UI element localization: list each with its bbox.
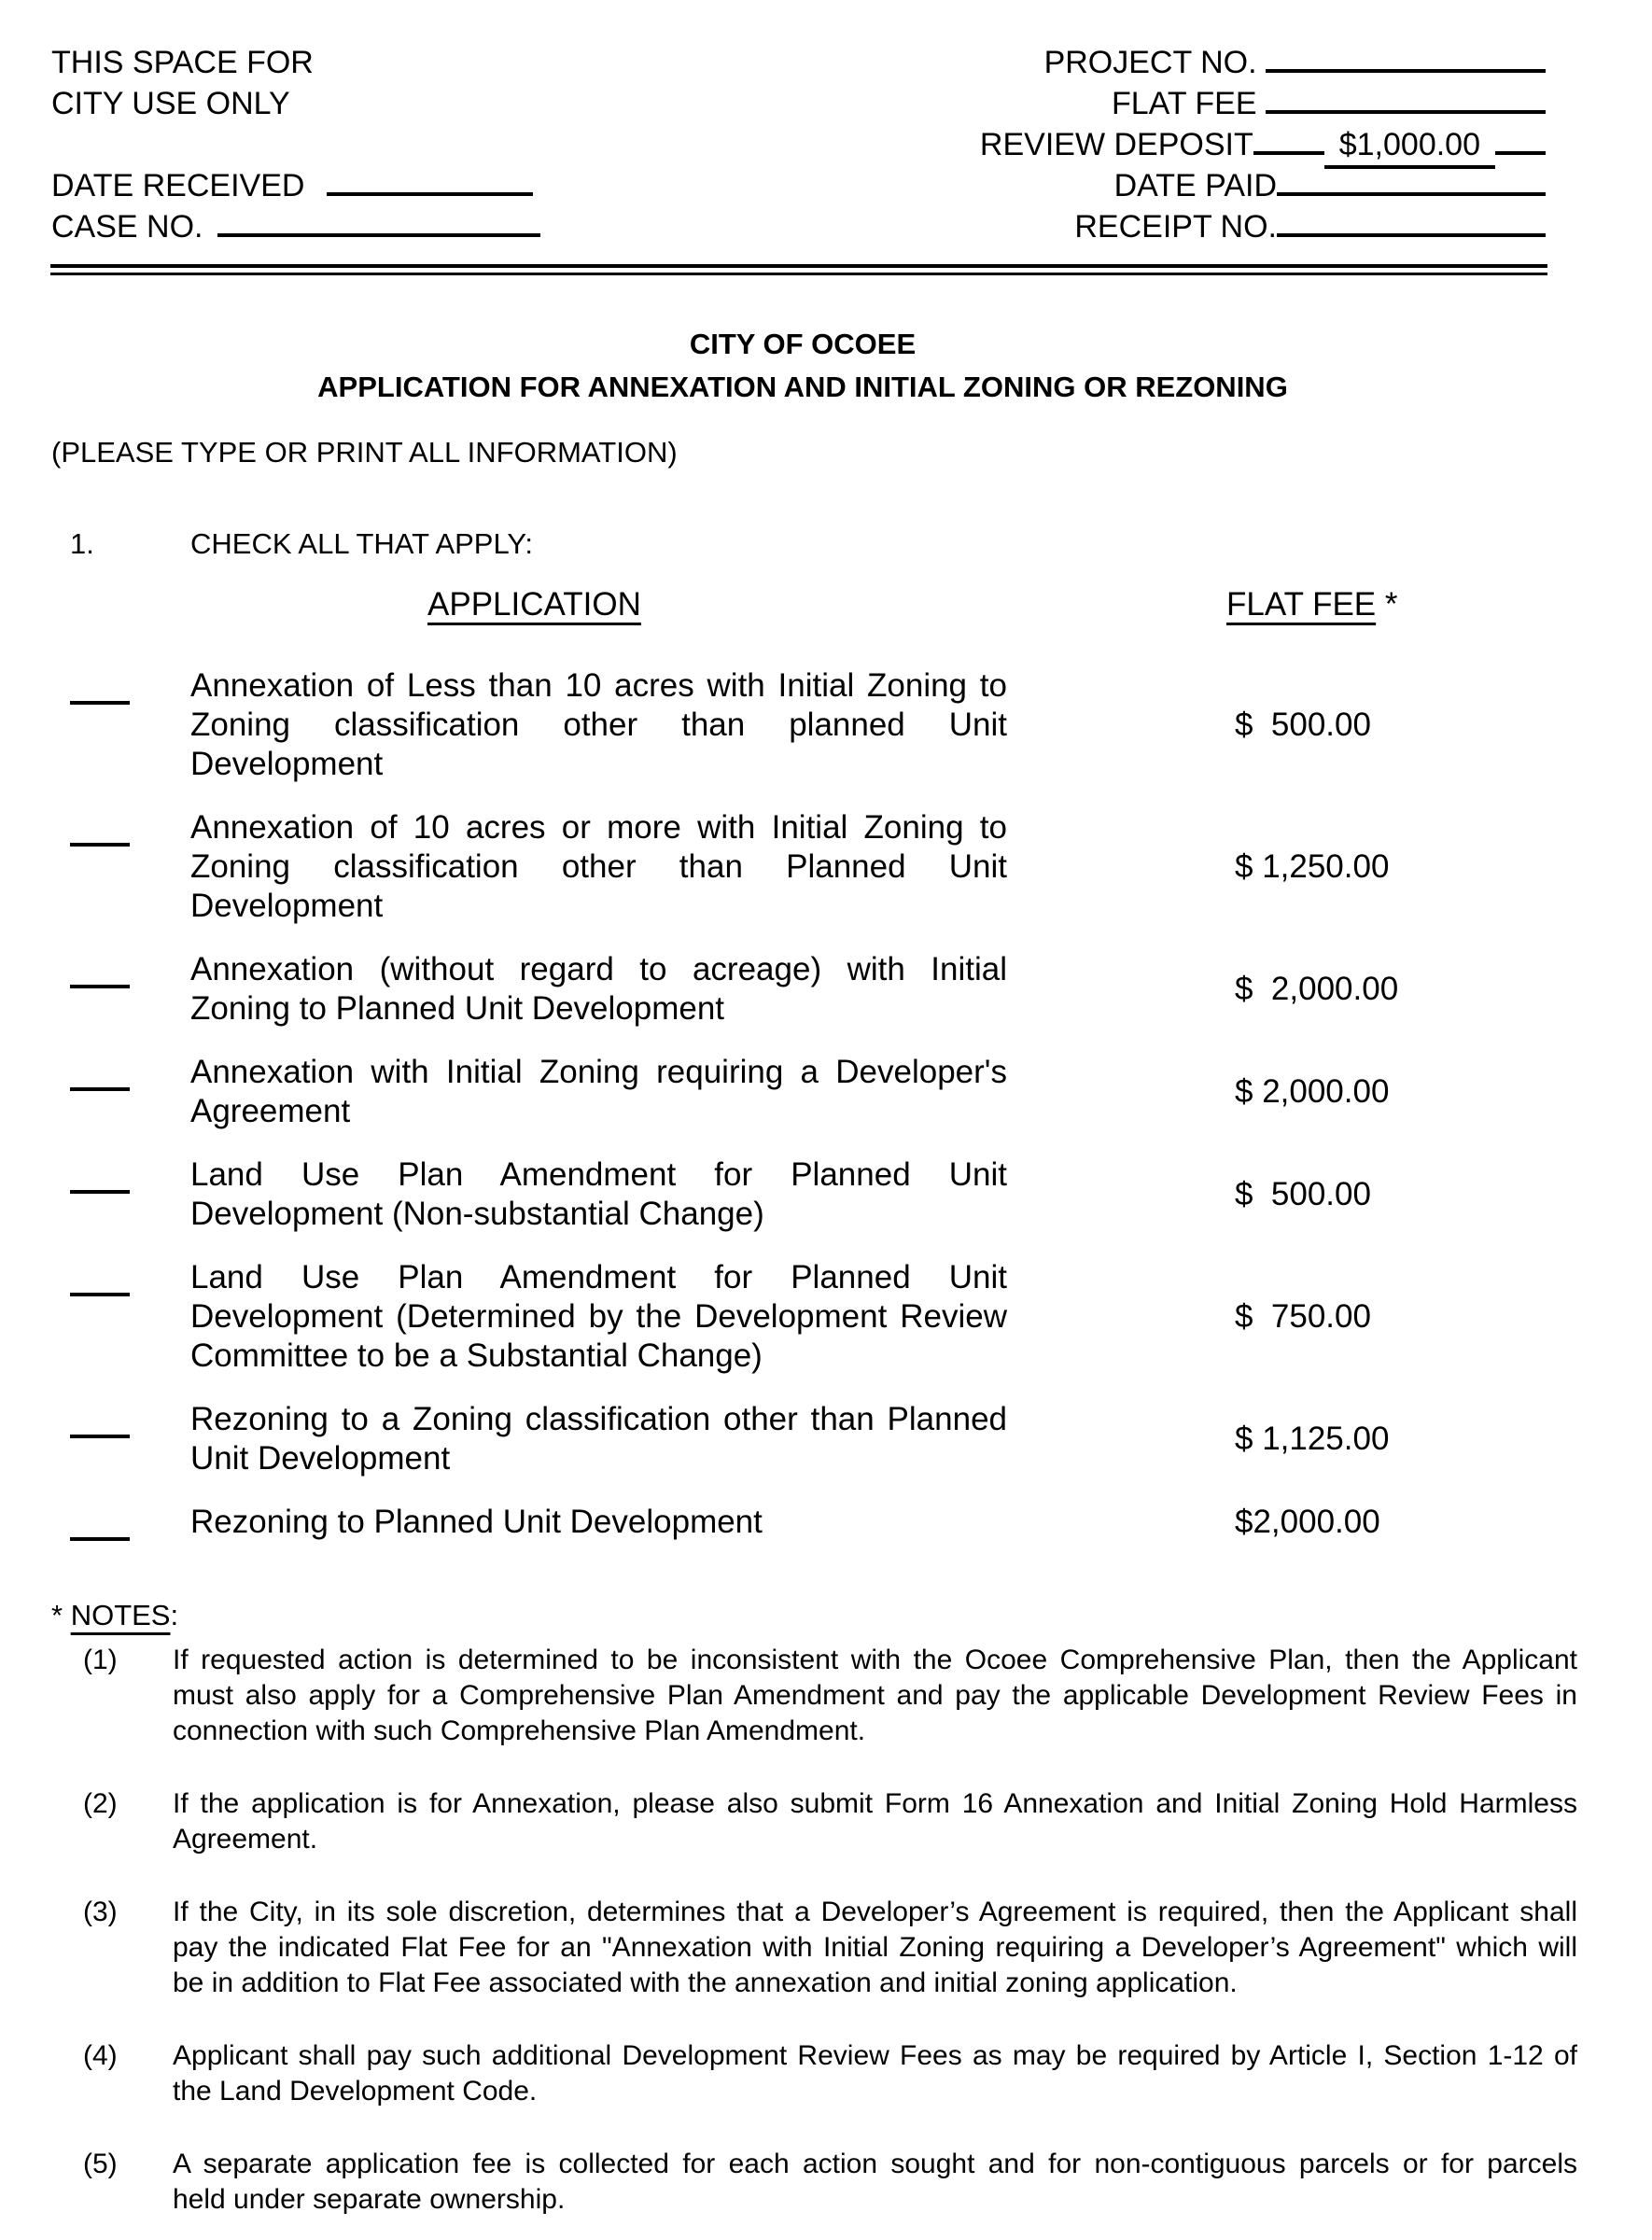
note-number: (5) — [83, 2149, 118, 2179]
form-title-line-2: APPLICATION FOR ANNEXATION AND INITIAL ZONING OR REZONING — [317, 371, 1288, 403]
notes-section — [51, 1598, 1582, 2240]
note-number: (1) — [83, 1645, 118, 1675]
fee-value: $ 750.00 — [1235, 1298, 1371, 1335]
application-description — [190, 1155, 1007, 1234]
city-use-line-2: CITY USE ONLY — [51, 86, 290, 121]
check-line[interactable] — [70, 666, 130, 705]
review-deposit-row — [840, 124, 1546, 165]
check-line[interactable] — [70, 808, 130, 847]
project-no-row — [840, 42, 1546, 83]
date-received-label: DATE RECEIVED — [51, 168, 305, 203]
project-no-field[interactable] — [1266, 69, 1546, 73]
notes-heading — [51, 1598, 1582, 1633]
fee-value: $ 1,125.00 — [1235, 1421, 1390, 1457]
note-item — [51, 2147, 1577, 2218]
application-description-line: Development — [190, 746, 384, 782]
application-description-line: Development — [190, 888, 384, 924]
note-number: (3) — [83, 1897, 118, 1927]
application-description-line: Zoning classification other than planned Unit — [190, 707, 1007, 743]
application-description-line: Unit Development — [190, 1440, 451, 1477]
case-no-row — [51, 206, 540, 247]
note-text-line: A separate application fee is collected for each action sought and for non-contiguous parcels or for parcels — [173, 2149, 1577, 2179]
application-description-line: Agreement — [190, 1093, 351, 1129]
application-description-line: Land Use Plan Amendment for Planned Unit — [190, 1259, 1007, 1295]
item-1-label: CHECK ALL THAT APPLY: — [190, 527, 534, 560]
flat-fee-label: FLAT FEE — [1111, 86, 1257, 121]
case-no-label: CASE NO. — [51, 209, 203, 245]
fee-value: $ 500.00 — [1235, 707, 1371, 743]
fee-value: $2,000.00 — [1235, 1504, 1380, 1540]
note-text-line: If requested action is determined to be inconsistent with the Ocoee Comprehensive Plan, then the Applicant — [173, 1645, 1577, 1675]
application-description-line: Rezoning to a Zoning classification other than Planned — [190, 1401, 1007, 1437]
application-description — [190, 666, 1007, 784]
check-column — [70, 1503, 190, 1542]
check-line[interactable] — [70, 950, 130, 988]
flat-fee-column-header: FLAT FEE * — [1226, 586, 1398, 623]
check-column — [70, 1400, 190, 1478]
application-description — [190, 1400, 1007, 1478]
application-row — [0, 1155, 1652, 1234]
table-header-row — [0, 586, 1652, 627]
application-description-line: Committee to be a Substantial Change) — [190, 1337, 763, 1374]
application-description — [190, 950, 1007, 1029]
note-text-line: the Land Development Code. — [173, 2076, 538, 2107]
application-description-line: Rezoning to Planned Unit Development — [190, 1504, 763, 1540]
note-number: (4) — [83, 2040, 118, 2071]
check-column — [70, 1258, 190, 1376]
note-text-line: If the application is for Annexation, please also submit Form 16 Annexation and Initial Zoning Hold Harmless — [173, 1788, 1577, 1819]
check-column — [70, 1155, 190, 1234]
review-deposit-label: REVIEW DEPOSIT — [979, 127, 1253, 162]
note-item — [51, 1643, 1577, 1749]
application-description-line: Zoning classification other than Planned Unit — [190, 848, 1007, 885]
flat-fee-asterisk: * — [1376, 586, 1398, 623]
note-item — [51, 2038, 1577, 2109]
application-row — [0, 1503, 1652, 1542]
application-description-line: Development (Non-substantial Change) — [190, 1196, 764, 1232]
case-no-field[interactable] — [217, 233, 540, 237]
project-no-label: PROJECT NO. — [1043, 45, 1257, 80]
note-text-line: be in addition to Flat Fee associated with the annexation and initial zoning application. — [173, 1967, 1238, 1998]
check-column — [70, 808, 190, 926]
fee-value: $ 2,000.00 — [1235, 971, 1399, 1007]
application-description-line: Annexation of 10 acres or more with Initial Zoning to — [190, 809, 1007, 846]
application-description — [190, 808, 1007, 926]
note-text-line: Agreement. — [173, 1824, 318, 1855]
notes-list — [51, 1643, 1582, 2218]
city-use-spacer — [51, 124, 540, 165]
item-1-number: 1. — [70, 527, 94, 560]
note-item — [51, 1786, 1577, 1857]
check-line[interactable] — [70, 1503, 130, 1541]
application-description — [190, 1053, 1007, 1131]
check-column — [70, 1053, 190, 1131]
application-row — [0, 808, 1652, 926]
application-description-line: Annexation (without regard to acreage) with Initial — [190, 951, 1007, 987]
receipt-no-label: RECEIPT NO. — [1074, 209, 1277, 245]
application-fee-table — [0, 666, 1652, 1566]
application-description-line: Land Use Plan Amendment for Planned Unit — [190, 1156, 1007, 1193]
review-deposit-field-end[interactable] — [1495, 151, 1546, 155]
check-line[interactable] — [70, 1258, 130, 1296]
fee-value: $ 2,000.00 — [1235, 1073, 1390, 1110]
note-item — [51, 1895, 1577, 2001]
fee-value: $ 1,250.00 — [1235, 848, 1390, 885]
application-description-line: Zoning to Planned Unit Development — [190, 990, 725, 1027]
date-paid-row — [840, 165, 1546, 206]
check-line[interactable] — [70, 1053, 130, 1091]
fee-summary-block — [840, 42, 1546, 247]
application-row — [0, 1258, 1652, 1376]
instructions-text: (PLEASE TYPE OR PRINT ALL INFORMATION) — [51, 436, 678, 469]
divider-double-rule — [50, 264, 1547, 275]
note-text-line: must also apply for a Comprehensive Plan Amendment and pay the applicable Development Review Fees in — [173, 1680, 1577, 1711]
date-received-row — [51, 165, 540, 206]
date-paid-field[interactable] — [1277, 192, 1546, 196]
check-column — [70, 950, 190, 1029]
notes-colon: : — [170, 1599, 179, 1631]
check-line[interactable] — [70, 1155, 130, 1194]
application-row — [0, 950, 1652, 1029]
review-deposit-field[interactable] — [1253, 151, 1324, 155]
note-text-line: held under separate ownership. — [173, 2184, 566, 2215]
notes-asterisk: * — [51, 1599, 71, 1631]
date-paid-label: DATE PAID — [1113, 168, 1277, 203]
city-use-block — [51, 42, 540, 247]
application-row — [0, 1400, 1652, 1478]
date-received-field[interactable] — [327, 192, 533, 196]
application-description — [190, 1503, 1007, 1542]
form-title-line-1: CITY OF OCOEE — [689, 328, 917, 360]
fee-value: $ 500.00 — [1235, 1176, 1371, 1212]
note-text-line: Applicant shall pay such additional Development Review Fees as may be required by Article I, Section 1-12 of — [173, 2040, 1577, 2071]
note-text-line: connection with such Comprehensive Plan Amendment. — [173, 1715, 866, 1746]
flat-fee-row — [840, 83, 1546, 124]
note-text-line: pay the indicated Flat Fee for an "Annexation with Initial Zoning requiring a Developer’s Agreement" which will — [173, 1932, 1577, 1963]
check-line[interactable] — [70, 1400, 130, 1438]
note-number: (2) — [83, 1788, 118, 1819]
application-description — [190, 1258, 1007, 1376]
receipt-no-field[interactable] — [1277, 233, 1546, 237]
city-use-line-1: THIS SPACE FOR — [51, 45, 314, 80]
item-1 — [70, 527, 534, 561]
application-row — [0, 666, 1652, 784]
application-description-line: Annexation with Initial Zoning requiring a Developer's — [190, 1054, 1007, 1090]
form-title — [0, 323, 1605, 409]
review-deposit-value: $1,000.00 — [1324, 124, 1495, 169]
application-description-line: Annexation of Less than 10 acres with Initial Zoning to — [190, 667, 1007, 704]
check-column — [70, 666, 190, 784]
flat-fee-field[interactable] — [1266, 110, 1546, 114]
notes-heading-label: NOTES — [70, 1599, 171, 1631]
application-column-header: APPLICATION — [427, 586, 641, 623]
application-description-line: Development (Determined by the Development Review — [190, 1298, 1007, 1335]
receipt-no-row — [840, 206, 1546, 247]
application-row — [0, 1053, 1652, 1131]
note-text-line: If the City, in its sole discretion, determines that a Developer’s Agreement is required, then the Applicant shall — [173, 1897, 1577, 1927]
